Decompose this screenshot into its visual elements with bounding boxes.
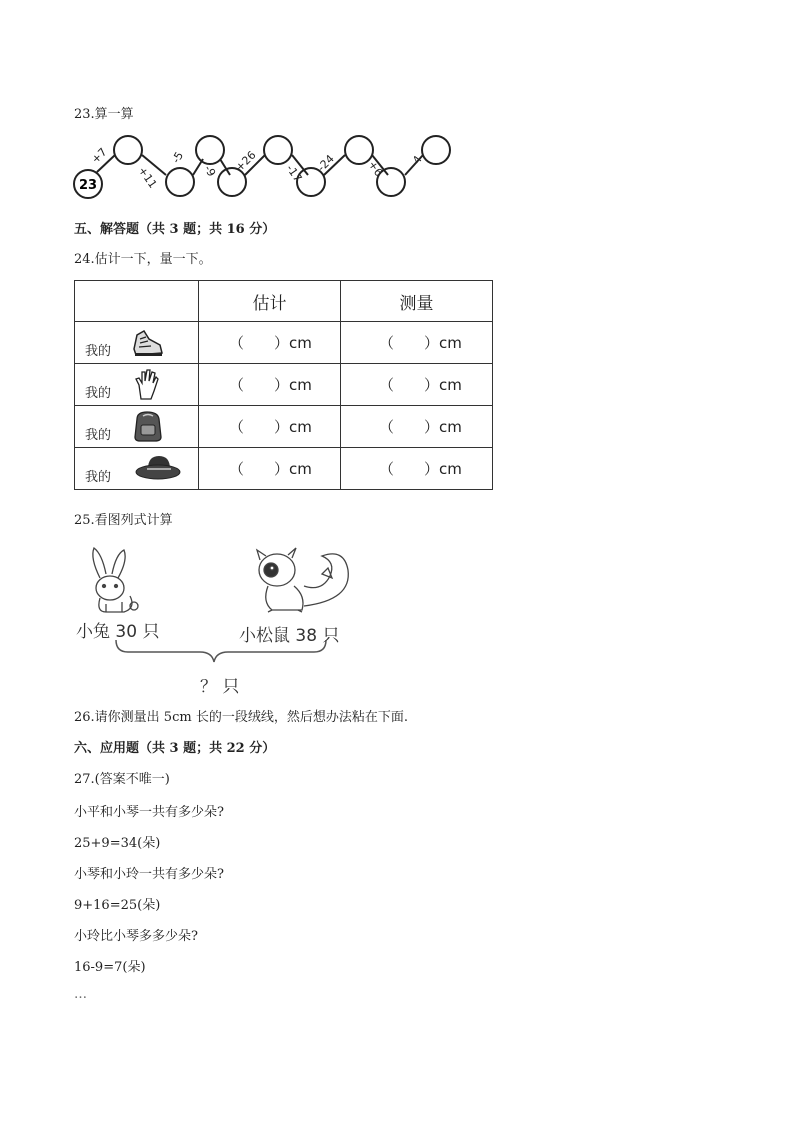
q27-line: 9+16=25(朵) [74, 898, 161, 913]
op-label: +7 [88, 145, 110, 167]
header-estimate: 估计 [199, 281, 341, 322]
answer-circle[interactable] [345, 136, 373, 164]
estimate-cell[interactable]: （ ）cm [199, 364, 341, 406]
hand-icon [131, 367, 165, 401]
measure-cell[interactable]: （ ）cm [341, 406, 493, 448]
op-label: +6 [365, 158, 386, 180]
q23-title: 23.算一算 [74, 107, 134, 122]
header-measure: 测量 [341, 281, 493, 322]
q27-line: 小玲比小琴多多少朵? [74, 929, 198, 944]
op-label: -4 [407, 153, 425, 170]
q27-line: … [74, 987, 87, 1002]
measure-cell[interactable]: （ ）cm [341, 322, 493, 364]
row-label-cell [75, 448, 199, 490]
row-label-cell [75, 322, 199, 364]
answer-circle[interactable] [264, 136, 292, 164]
hat-icon [135, 451, 181, 485]
row-label-cell [75, 406, 199, 448]
measure-cell[interactable]: （ ）cm [341, 364, 493, 406]
row-label: 我的 [85, 470, 112, 485]
section-title: 六、应用题（共 3 题；共 22 分） [74, 741, 276, 756]
header-empty-cell [75, 281, 199, 322]
q23-chain-diagram [70, 132, 460, 202]
q27-line: 小琴和小玲一共有多少朵? [74, 867, 224, 882]
q26-title: 26.请你测量出 5cm 长的一段绒线，然后想办法粘在下面. [74, 710, 408, 725]
op-label: -9 [201, 163, 219, 179]
op-label: +11 [135, 164, 160, 191]
start-value: 23 [78, 178, 98, 193]
rabbit-label: 小兔 30 只 [76, 622, 160, 642]
q24-title: 24.估计一下，量一下。 [74, 252, 212, 267]
q25-title: 25.看图列式计算 [74, 513, 173, 528]
measure-cell[interactable]: （ ）cm [341, 448, 493, 490]
backpack-icon [131, 409, 165, 443]
squirrel-illustration [257, 548, 348, 612]
estimate-cell[interactable]: （ ）cm [199, 448, 341, 490]
row-label: 我的 [85, 386, 112, 401]
row-label: 我的 [85, 344, 112, 359]
question-label: ？ 只 [200, 677, 240, 697]
op-label: -24 [314, 152, 337, 175]
q27-title: 27.(答案不唯一) [74, 772, 170, 787]
estimate-cell[interactable]: （ ）cm [199, 406, 341, 448]
op-label: -17 [283, 162, 305, 185]
section-title: 五、解答题（共 3 题；共 16 分） [74, 222, 276, 237]
measurement-table [74, 280, 493, 490]
answer-circle[interactable] [196, 136, 224, 164]
estimate-cell[interactable]: （ ）cm [199, 322, 341, 364]
shoe-icon [131, 325, 165, 359]
q27-line: 16-9=7(朵) [74, 960, 146, 975]
squirrel-label: 小松鼠 38 只 [239, 626, 340, 646]
q27-line: 小平和小琴一共有多少朵? [74, 805, 224, 820]
op-label: +26 [232, 148, 259, 175]
answer-circle[interactable] [114, 136, 142, 164]
answer-circle[interactable] [166, 168, 194, 196]
answer-circle[interactable] [422, 136, 450, 164]
q27-line: 25+9=34(朵) [74, 836, 161, 851]
rabbit-illustration [93, 548, 138, 612]
row-label-cell [75, 364, 199, 406]
op-label: -5 [169, 149, 187, 166]
row-label: 我的 [85, 428, 112, 443]
